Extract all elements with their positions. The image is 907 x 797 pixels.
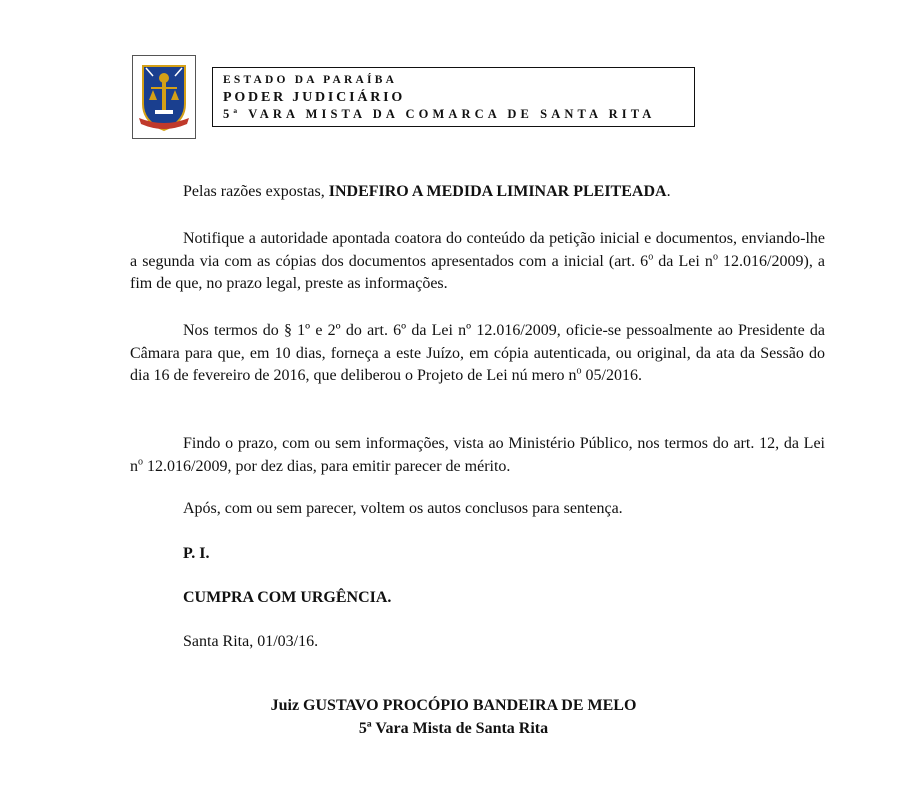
header-court: 5ª VARA MISTA DA COMARCA DE SANTA RITA [223,107,656,121]
paragraph-deadline: Findo o prazo, com ou sem informações, vista ao Ministério Público, nos termos do art. 12, da Lei $n^o$ 12.016/2009, por dez dias, para emitir parecer de mérito. [130,435,825,475]
paragraph-terms: Nos termos do § 1º e 2º do art. 6º da Lei nº 12.016/2009, oficie-se pessoalmente ao Presidente da Câmara para que, em 10 dias, forneça a este Juízo, em cópia autenticada, ou original, da ata da Sessão do dia 16 de fevereiro de 2016, que deliberou o Projeto de Lei nú mero $n^o$ 05/2016. [130,322,825,384]
paragraph-decision: Pelas razões expostas, INDEFIRO A MEDIDA LIMINAR PLEITEADA. [183,183,671,200]
court-crest [132,55,196,139]
paragraph-after: Após, com ou sem parecer, voltem os autos conclusos para sentença. [183,500,623,517]
court-name: 5ª Vara Mista de Santa Rita [358,720,549,737]
place-date: Santa Rita, 01/03/16. [183,633,319,650]
paragraph-notify: Notifique a autoridade apontada coatora do conteúdo da petição inicial e documentos, enviando-lhe a segunda via com as cópias dos documentos apresentados com a inicial (art. 6$^o$ da Lei $n^o$ 12.016/2009), a fim de que, no prazo legal, preste as informações. [130,230,826,292]
decision-bold: INDEFIRO A MEDIDA LIMINAR PLEITEADA [328,183,667,200]
court-header [212,67,695,127]
header-state: ESTADO DA PARAÍBA [223,74,398,86]
publish-intimate: P. I. [183,545,210,562]
coat-of-arms-icon [133,56,195,138]
judge-name: Juiz GUSTAVO PROCÓPIO BANDEIRA DE MELO [270,697,637,714]
header-judiciary: PODER JUDICIÁRIO [223,90,406,105]
urgent-notice: CUMPRA COM URGÊNCIA. [183,589,392,606]
